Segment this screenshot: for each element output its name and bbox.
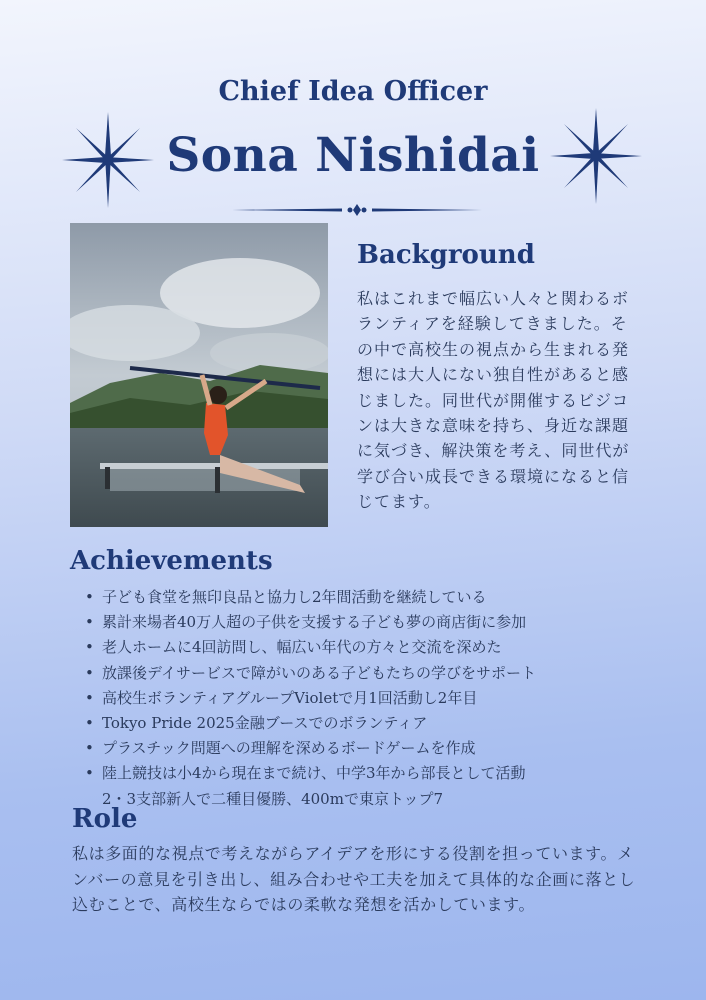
profile-photo <box>70 223 328 527</box>
list-item: • 放課後デイサービスで障がいのある子どもたちの学びをサポート <box>84 661 684 686</box>
list-item: • 高校生ボランティアグループVioletで月1回活動し2年目 <box>84 686 684 711</box>
ornament-divider-icon <box>232 202 482 218</box>
page-title: Chief Idea Officer <box>218 76 488 107</box>
achievements-heading: Achievements <box>70 546 273 576</box>
role-text: 私は多面的な視点で考えながらアイデアを形にする役割を担っています。メンバーの意見を引き出し、組み合わせや工夫を加えて具体的な企画に落とし込むことで、高校生ならではの柔軟な発想を活かしています。 <box>72 844 636 915</box>
list-item: • 子ども食堂を無印良品と協力し2年間活動を継続している <box>84 585 684 610</box>
background-heading: Background <box>357 240 535 270</box>
list-item: • 累計来場者40万人超の子供を支援する子ども夢の商店街に参加 <box>84 610 684 635</box>
list-item: • 老人ホームに4回訪問し、幅広い年代の方々と交流を深めた <box>84 635 684 660</box>
sparkle-star-icon <box>62 112 154 208</box>
achievements-list <box>84 585 684 787</box>
list-item: • Tokyo Pride 2025金融ブースでのボランティア <box>84 711 684 736</box>
person-name: Sona Nishidai <box>166 128 540 183</box>
achievement-continuation: 2・3支部新人で二種目優勝、400mで東京トップ7 <box>102 790 444 808</box>
list-item: • 陸上競技は小4から現在まで続け、中学3年から部長として活動 <box>84 761 684 786</box>
role-heading: Role <box>72 804 138 834</box>
list-item: • プラスチック問題への理解を深めるボードゲームを作成 <box>84 736 684 761</box>
sparkle-star-icon <box>550 108 642 204</box>
background-text: 私はこれまで幅広い人々と関わるボランティアを経験してきました。その中で高校生の視点から生まれる発想には大人にない独自性があると感じました。同世代が開催するビジコンは大きな意味を持ち、身近な課題に気づき、解決策を考え、同世代が学び合い成長できる環境になると信じてます。 <box>357 289 630 512</box>
